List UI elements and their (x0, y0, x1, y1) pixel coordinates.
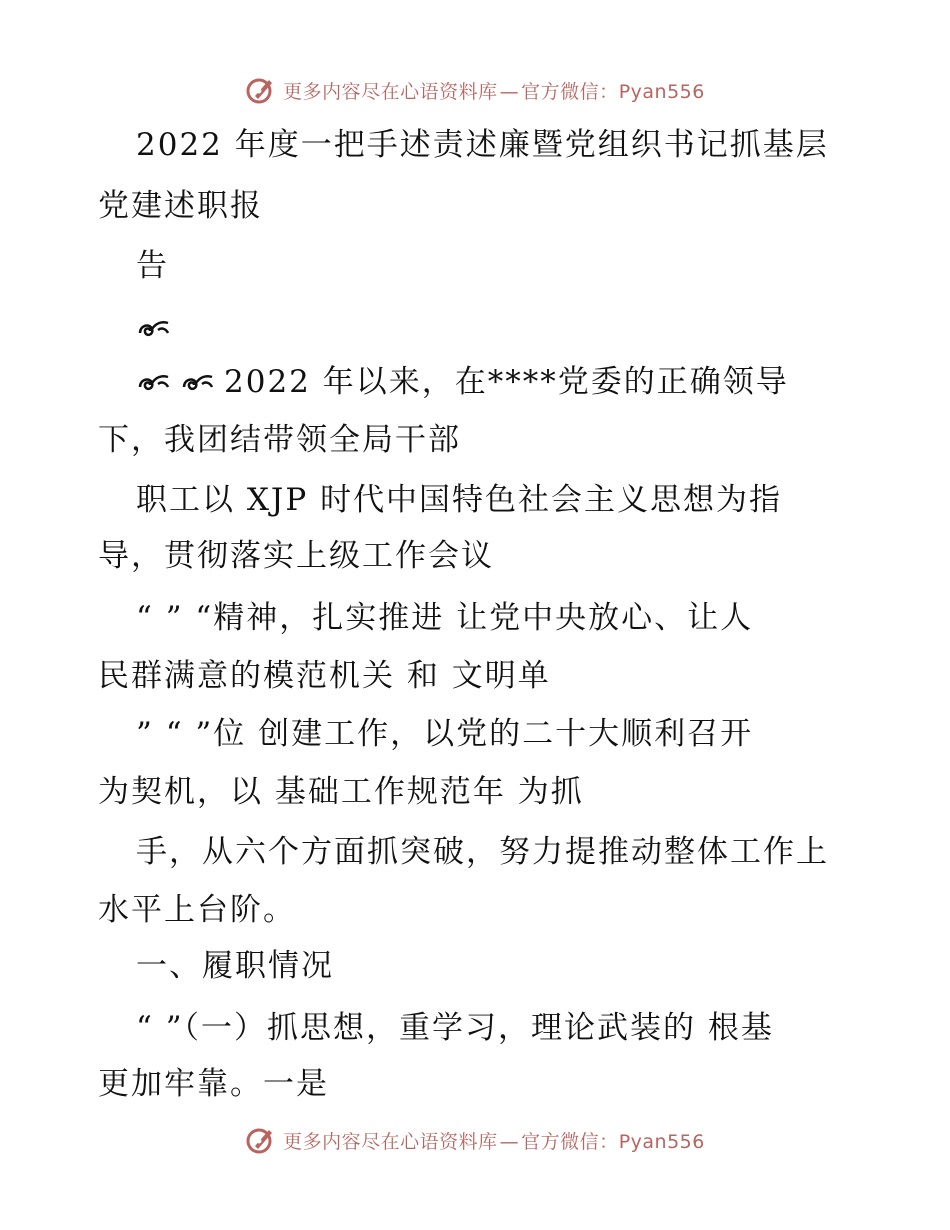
doc-line: ” “ ”位 创建工作，以党的二十大顺利召开 (136, 716, 754, 752)
section-heading: 一、履职情况 (136, 948, 334, 984)
watermark-main-text: 更多内容尽在心语资料库 (283, 1130, 498, 1153)
doc-line: “ ” “精神，扎实推进 让党中央放心、让人 (136, 600, 754, 636)
header-watermark (0, 70, 950, 110)
watermark-handle: Pyan556 (618, 80, 705, 103)
watermark-separator: — (499, 80, 520, 103)
watermark-main-text: 更多内容尽在心语资料库 (283, 80, 498, 103)
ornament-line (136, 308, 180, 348)
doc-line: 手，从六个方面抓突破，努力提推动整体工作上 (136, 834, 829, 870)
doc-line: 告 (136, 248, 169, 284)
doc-line: 党建述职报 (98, 188, 263, 224)
decorative-flourish-icon (136, 317, 170, 341)
doc-line-with-ornaments (136, 362, 789, 402)
footer-watermark (0, 1120, 950, 1160)
subsection-heading: “ ”（一）抓思想，重学习，理论武装的 根基 (136, 1010, 774, 1046)
doc-line: 职工以 XJP 时代中国特色社会主义思想为指 (136, 482, 783, 518)
watermark-secondary-text: 官方微信： (521, 1130, 619, 1153)
pen-nib-circle-icon (245, 1124, 277, 1156)
doc-line: 水平上台阶。 (98, 892, 296, 928)
watermark-handle: Pyan556 (618, 1130, 705, 1153)
watermark-separator: — (499, 1130, 520, 1153)
watermark-secondary-text: 官方微信： (521, 80, 619, 103)
doc-line: 民群满意的模范机关 和 文明单 (98, 658, 551, 694)
decorative-flourish-icon (136, 371, 170, 395)
watermark-text (283, 77, 705, 104)
watermark-text (283, 1127, 705, 1154)
doc-line: 导，贯彻落实上级工作会议 (98, 538, 494, 574)
decorative-flourish-icon (180, 371, 214, 395)
doc-line: 下，我团结带领全局干部 (98, 422, 461, 458)
doc-line: 更加牢靠。一是 (98, 1066, 329, 1102)
doc-line-text: 2022 年以来，在****党委的正确领导 (224, 364, 789, 400)
doc-line: 为契机，以 基础工作规范年 为抓 (98, 774, 584, 810)
doc-line: 2022 年度一把手述责述廉暨党组织书记抓基层 (136, 127, 829, 163)
pen-nib-circle-icon (245, 74, 277, 106)
